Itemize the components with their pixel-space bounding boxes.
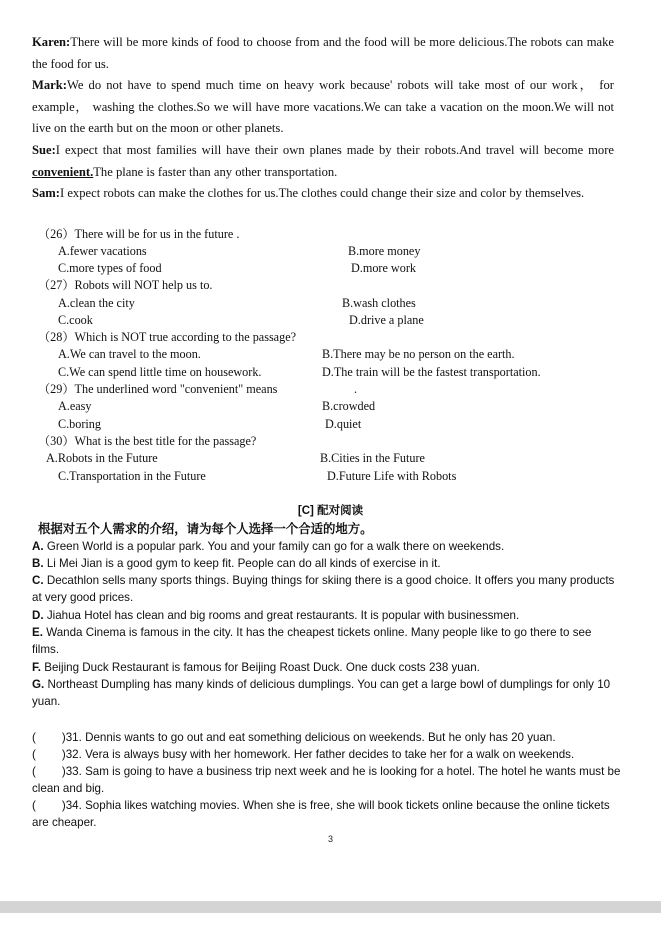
place-letter: E. bbox=[32, 626, 43, 639]
place-text: Beijing Duck Restaurant is famous for Beijing Roast Duck. One duck costs 238 yuan. bbox=[41, 661, 480, 674]
place-text: Jiahua Hotel has clean and big rooms and great restaurants. It is popular with businessmen. bbox=[43, 609, 520, 622]
mark-paragraph bbox=[32, 75, 614, 140]
place-letter: A. bbox=[32, 540, 44, 553]
sam-paragraph bbox=[32, 183, 614, 205]
page-number: 3 bbox=[327, 834, 333, 844]
question-30-option-b: B.Cities in the Future bbox=[320, 451, 425, 465]
speaker-karen: Karen: bbox=[32, 35, 71, 49]
question-26-option-c: C.more types of food bbox=[58, 261, 162, 275]
page-bottom-divider bbox=[0, 901, 661, 913]
speaker-sue: Sue: bbox=[32, 143, 56, 157]
place-b bbox=[32, 555, 617, 572]
sue-paragraph bbox=[32, 140, 614, 183]
place-text: Northeast Dumpling has many kinds of delicious dumplings. You can get a large bowl of dumplings for only 10 yuan. bbox=[32, 678, 611, 709]
place-letter: F. bbox=[32, 661, 42, 674]
place-e bbox=[32, 624, 617, 658]
question-29-option-d: D.quiet bbox=[325, 417, 362, 431]
stray-mark: . bbox=[354, 382, 358, 396]
answer-paren: ( bbox=[32, 799, 36, 812]
question-26-stem: （26）There will be for us in the future . bbox=[38, 227, 240, 241]
place-letter: D. bbox=[32, 609, 44, 622]
question-29-stem: （29）The underlined word "convenient" means bbox=[38, 382, 278, 396]
question-30-option-a: A.Robots in the Future bbox=[46, 451, 158, 465]
question-26-option-b: B.more money bbox=[348, 244, 421, 258]
question-26-option-a: A.fewer vacations bbox=[58, 244, 147, 258]
question-29-option-c: C.boring bbox=[58, 417, 101, 431]
sue-text-after: The plane is faster than any other transportation. bbox=[93, 164, 338, 179]
question-27-stem: （27）Robots will NOT help us to. bbox=[38, 278, 213, 292]
sam-text: I expect robots can make the clothes for us.The clothes could change their size and color by themselves. bbox=[60, 186, 585, 200]
question-28-option-b: B.There may be no person on the earth. bbox=[322, 347, 515, 361]
question-30-option-c: C.Transportation in the Future bbox=[58, 469, 206, 483]
place-g bbox=[32, 676, 617, 710]
place-letter: B. bbox=[32, 557, 44, 570]
match-question-text: )32. Vera is always busy with her homework. Her father decides to take her for a walk on weekends. bbox=[61, 748, 575, 761]
question-27-option-b: B.wash clothes bbox=[342, 296, 416, 310]
underlined-word-convenient: convenient. bbox=[32, 164, 94, 179]
match-question-text: )34. Sophia likes watching movies. When she is free, she will book tickets online because the online tickets are cheaper. bbox=[32, 799, 610, 830]
question-27-option-c: C.cook bbox=[58, 313, 93, 327]
question-26-option-d: D.more work bbox=[351, 261, 416, 275]
question-28-option-a: A.We can travel to the moon. bbox=[58, 347, 201, 361]
place-a bbox=[32, 538, 617, 555]
answer-paren: ( bbox=[32, 731, 36, 744]
match-question-text: )33. Sam is going to have a business trip next week and he is looking for a hotel. The hotel he wants must be clean and big. bbox=[32, 765, 621, 796]
match-question-34 bbox=[32, 797, 622, 831]
question-28-option-c: C.We can spend little time on housework. bbox=[58, 365, 262, 379]
speaker-sam: Sam: bbox=[32, 186, 60, 200]
place-letter: G. bbox=[32, 678, 45, 691]
place-letter: C. bbox=[32, 574, 44, 587]
question-30-stem: （30）What is the best title for the passage? bbox=[38, 434, 257, 448]
place-text: Li Mei Jian is a good gym to keep fit. People can do all kinds of exercise in it. bbox=[43, 557, 441, 570]
match-question-31 bbox=[32, 729, 622, 746]
match-question-33 bbox=[32, 763, 622, 797]
question-29-option-b: B.crowded bbox=[322, 399, 376, 413]
question-29-option-a: A.easy bbox=[58, 399, 92, 413]
karen-text: There will be more kinds of food to choose from and the food will be more delicious.The robots can make the food for us. bbox=[32, 35, 614, 71]
place-text: Decathlon sells many sports things. Buying things for skiing there is a good choice. It offers you many products at very good prices. bbox=[32, 574, 615, 605]
answer-paren: ( bbox=[32, 765, 36, 778]
place-f bbox=[32, 659, 617, 676]
answer-paren: ( bbox=[32, 748, 36, 761]
speaker-mark: Mark: bbox=[32, 78, 67, 92]
place-text: Green World is a popular park. You and your family can go for a walk there on weekends. bbox=[43, 540, 505, 553]
section-c-instruction: 根据对五个人需求的介绍，请为每个人选择一个合适的地方。 bbox=[38, 521, 373, 536]
mark-text: We do not have to spend much time on heavy work because' robots will take most of our work， for example， washing the clothes.So we will have more vacations.We can take a vacation on the moon.We will not live on the earth but on the moon or other planets. bbox=[32, 78, 614, 135]
place-c bbox=[32, 572, 617, 606]
question-27-option-a: A.clean the city bbox=[58, 296, 135, 310]
question-30-option-d: D.Future Life with Robots bbox=[327, 469, 457, 483]
question-27-option-d: D.drive a plane bbox=[349, 313, 424, 327]
question-28-option-d: D.The train will be the fastest transportation. bbox=[322, 365, 541, 379]
place-text: Wanda Cinema is famous in the city. It has the cheapest tickets online. Many people like to go there to see films. bbox=[32, 626, 592, 657]
sue-text-before: I expect that most families will have their own planes made by their robots.And travel will become more bbox=[55, 143, 614, 157]
place-d bbox=[32, 607, 617, 624]
question-28-stem: （28）Which is NOT true according to the passage? bbox=[38, 330, 297, 344]
match-question-32 bbox=[32, 746, 622, 763]
match-question-text: )31. Dennis wants to go out and eat something delicious on weekends. But he only has 20 yuan. bbox=[61, 731, 556, 744]
karen-paragraph bbox=[32, 32, 614, 75]
section-c-title: [C] 配对阅读 bbox=[297, 505, 364, 517]
